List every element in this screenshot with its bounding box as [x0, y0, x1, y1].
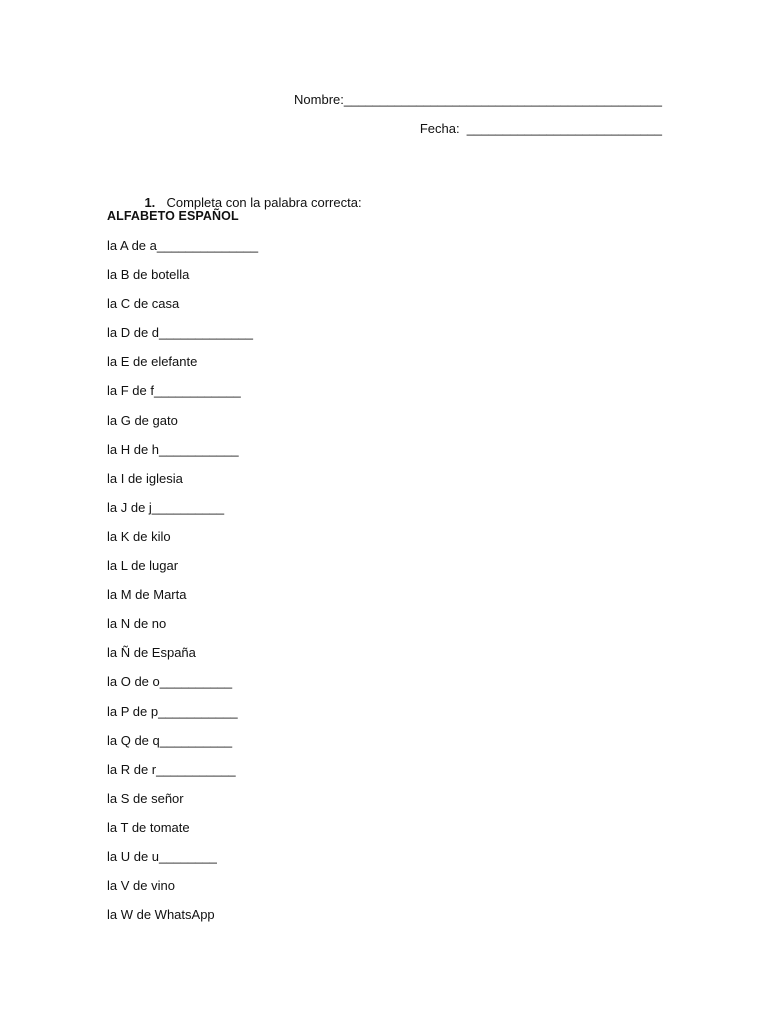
name-field-line: Nombre:____________________________________________ — [294, 92, 662, 107]
list-item: la W de WhatsApp — [107, 907, 215, 923]
list-item: la I de iglesia — [107, 470, 183, 486]
list-item: la T de tomate — [107, 819, 190, 835]
list-item: la N de no — [107, 616, 167, 632]
list-item: la F de f____________ — [107, 383, 241, 399]
date-field-line: Fecha: ___________________________ — [419, 121, 662, 136]
list-item: la C de casa — [107, 296, 180, 312]
list-item: la P de p___________ — [107, 703, 238, 719]
list-item: la S de señor — [107, 790, 184, 806]
list-item: la K de kilo — [107, 528, 171, 544]
section-title: ALFABETO ESPAÑOL — [107, 209, 239, 223]
list-item: la E de elefante — [107, 354, 198, 370]
list-item: la M de Marta — [107, 587, 187, 603]
alphabet-list — [107, 238, 258, 936]
list-item: la J de j__________ — [107, 499, 225, 515]
list-item: la O de o__________ — [107, 674, 233, 690]
list-item: la Ñ de España — [107, 645, 196, 661]
list-item: la Q de q__________ — [107, 732, 233, 748]
list-item: la A de a______________ — [107, 238, 259, 253]
list-item: la D de d_____________ — [107, 325, 254, 341]
instruction-text: Completa con la palabra correcta: — [166, 195, 362, 210]
list-item: la H de h___________ — [107, 441, 239, 457]
instruction-number: 1. — [144, 195, 156, 210]
list-item: la R de r___________ — [107, 761, 236, 777]
list-item: la G de gato — [107, 412, 178, 428]
list-item: la L de lugar — [107, 558, 179, 574]
list-item: la B de botella — [107, 267, 190, 283]
list-item: la V de vino — [107, 878, 175, 894]
list-item: la U de u________ — [107, 848, 217, 864]
